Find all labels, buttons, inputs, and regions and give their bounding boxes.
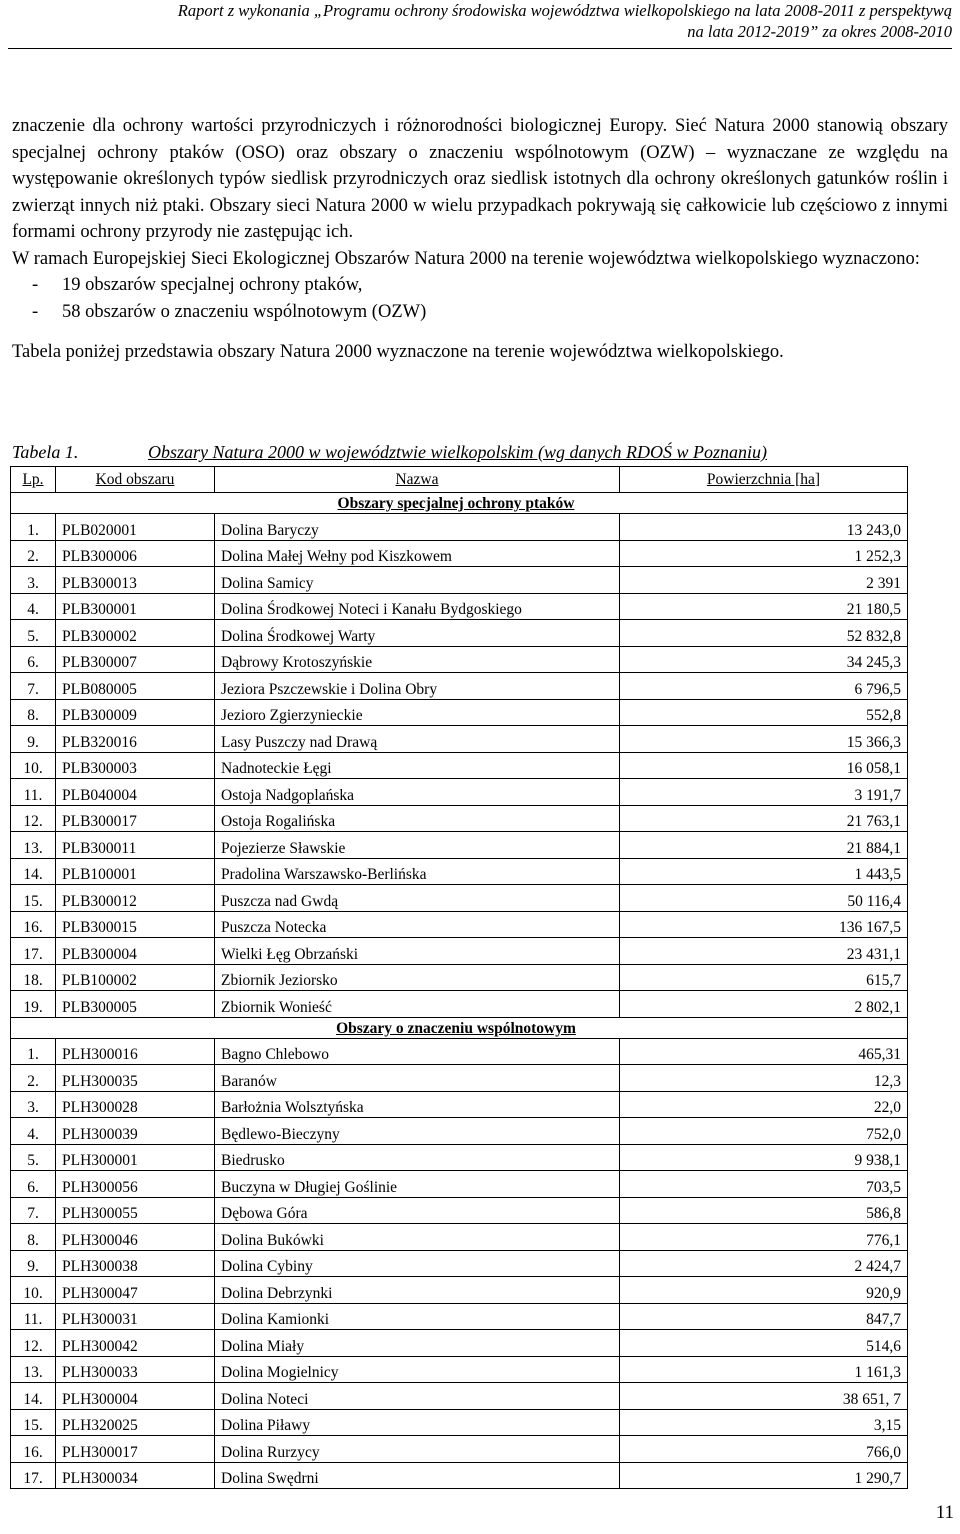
cell-area: 34 245,3 <box>620 646 908 673</box>
cell-lp: 8. <box>11 1224 56 1251</box>
cell-name: Dolina Bukówki <box>215 1224 620 1251</box>
cell-lp: 4. <box>11 593 56 620</box>
cell-lp: 6. <box>11 1171 56 1198</box>
cell-area: 13 243,0 <box>620 514 908 541</box>
cell-name: Dolina Miały <box>215 1330 620 1357</box>
cell-name: Dolina Małej Wełny pod Kiszkowem <box>215 540 620 567</box>
cell-area: 752,0 <box>620 1118 908 1145</box>
section-title: Obszary o znaczeniu wspólnotowym <box>11 1017 908 1038</box>
col-header-lp: Lp. <box>11 467 56 493</box>
cell-name: Dębowa Góra <box>215 1197 620 1224</box>
table-row <box>11 938 908 965</box>
cell-lp: 2. <box>11 540 56 567</box>
paragraph-natura-intro: znaczenie dla ochrony wartości przyrodniczych i różnorodności biologicznej Europy. Sieć Natura 2000 stanowią obszary specjalnej ochrony ptaków (OSO) oraz obszary o znaczeniu wspólnotowym (OZW) – wyznaczane ze względu na występowanie określonych typów siedlisk przyrodniczych oraz siedlisk istotnych dla ochrony określonych gatunków roślin i zwierząt innych niż ptaki. Obszary sieci Natura 2000 w wielu przypadkach pokrywają się całkowicie lub częściowo z innymi formami ochrony przyrody nie zastępując ich. <box>12 116 948 242</box>
cell-name: Dolina Środkowej Noteci i Kanału Bydgoskiego <box>215 593 620 620</box>
cell-lp: 9. <box>11 726 56 753</box>
paragraph-table-intro: Tabela poniżej przedstawia obszary Natura 2000 wyznaczone na terenie województwa wielkopolskiego. <box>12 342 784 362</box>
cell-area: 23 431,1 <box>620 938 908 965</box>
cell-lp: 5. <box>11 620 56 647</box>
cell-area: 1 252,3 <box>620 540 908 567</box>
cell-name: Pradolina Warszawsko-Berlińska <box>215 858 620 885</box>
cell-name: Dolina Piławy <box>215 1409 620 1436</box>
cell-area: 465,31 <box>620 1038 908 1065</box>
section-title: Obszary specjalnej ochrony ptaków <box>11 493 908 514</box>
table-header-row <box>11 467 908 493</box>
cell-area: 3,15 <box>620 1409 908 1436</box>
cell-code: PLH300047 <box>56 1277 215 1304</box>
cell-area: 16 058,1 <box>620 752 908 779</box>
table-row <box>11 832 908 859</box>
cell-code: PLH300033 <box>56 1356 215 1383</box>
table-row <box>11 1303 908 1330</box>
cell-area: 3 191,7 <box>620 779 908 806</box>
cell-code: PLH320025 <box>56 1409 215 1436</box>
cell-name: Dolina Rurzycy <box>215 1436 620 1463</box>
cell-area: 1 443,5 <box>620 858 908 885</box>
caption-title: Obszary Natura 2000 w województwie wielkopolskim (wg danych RDOŚ w Poznaniu) <box>148 442 767 462</box>
cell-code: PLB300013 <box>56 567 215 594</box>
cell-area: 847,7 <box>620 1303 908 1330</box>
cell-code: PLH300055 <box>56 1197 215 1224</box>
cell-code: PLB300017 <box>56 805 215 832</box>
cell-lp: 16. <box>11 1436 56 1463</box>
cell-lp: 17. <box>11 1462 56 1489</box>
cell-code: PLH300035 <box>56 1065 215 1092</box>
cell-code: PLB080005 <box>56 673 215 700</box>
table-row <box>11 646 908 673</box>
table-row <box>11 964 908 991</box>
cell-name: Ostoja Rogalińska <box>215 805 620 832</box>
spacer <box>12 325 948 339</box>
cell-area: 776,1 <box>620 1224 908 1251</box>
cell-code: PLB320016 <box>56 726 215 753</box>
cell-name: Dąbrowy Krotoszyńskie <box>215 646 620 673</box>
header-line-1: Raport z wykonania „Programu ochrony środowiska województwa wielkopolskiego na lata 2008-2011 z perspektywą <box>177 1 952 20</box>
table-row <box>11 1436 908 1463</box>
cell-code: PLH300028 <box>56 1091 215 1118</box>
table-body <box>11 493 908 1489</box>
cell-area: 2 391 <box>620 567 908 594</box>
cell-name: Puszcza Notecka <box>215 911 620 938</box>
cell-lp: 13. <box>11 1356 56 1383</box>
cell-name: Dolina Samicy <box>215 567 620 594</box>
cell-code: PLH300046 <box>56 1224 215 1251</box>
cell-area: 136 167,5 <box>620 911 908 938</box>
table-row <box>11 991 908 1018</box>
cell-lp: 2. <box>11 1065 56 1092</box>
bullet-dash: - <box>32 275 39 295</box>
cell-area: 2 802,1 <box>620 991 908 1018</box>
cell-code: PLB300009 <box>56 699 215 726</box>
cell-code: PLB300002 <box>56 620 215 647</box>
cell-lp: 9. <box>11 1250 56 1277</box>
caption-label: Tabela 1. <box>12 442 79 462</box>
running-header <box>12 0 952 42</box>
cell-code: PLH300017 <box>56 1436 215 1463</box>
cell-code: PLH300004 <box>56 1383 215 1410</box>
cell-area: 703,5 <box>620 1171 908 1198</box>
table-row <box>11 1118 908 1145</box>
cell-name: Dolina Baryczy <box>215 514 620 541</box>
designation-list <box>12 272 948 325</box>
cell-code: PLB040004 <box>56 779 215 806</box>
cell-name: Dolina Swędrni <box>215 1462 620 1489</box>
table-row <box>11 805 908 832</box>
cell-area: 1 161,3 <box>620 1356 908 1383</box>
cell-lp: 8. <box>11 699 56 726</box>
cell-lp: 18. <box>11 964 56 991</box>
cell-area: 21 763,1 <box>620 805 908 832</box>
table-row <box>11 567 908 594</box>
cell-lp: 15. <box>11 885 56 912</box>
cell-area: 21 180,5 <box>620 593 908 620</box>
cell-area: 6 796,5 <box>620 673 908 700</box>
cell-code: PLH300001 <box>56 1144 215 1171</box>
table-row <box>11 726 908 753</box>
cell-area: 1 290,7 <box>620 1462 908 1489</box>
cell-code: PLH300016 <box>56 1038 215 1065</box>
cell-lp: 12. <box>11 1330 56 1357</box>
cell-area: 552,8 <box>620 699 908 726</box>
cell-area: 21 884,1 <box>620 832 908 859</box>
cell-area: 22,0 <box>620 1091 908 1118</box>
table-row <box>11 885 908 912</box>
col-header-code: Kod obszaru <box>56 467 215 493</box>
page-number: 11 <box>935 1502 954 1523</box>
cell-lp: 3. <box>11 567 56 594</box>
cell-name: Dolina Mogielnicy <box>215 1356 620 1383</box>
cell-name: Dolina Kamionki <box>215 1303 620 1330</box>
table-row <box>11 1462 908 1489</box>
cell-area: 766,0 <box>620 1436 908 1463</box>
table-row <box>11 1330 908 1357</box>
cell-area: 2 424,7 <box>620 1250 908 1277</box>
cell-lp: 12. <box>11 805 56 832</box>
cell-lp: 19. <box>11 991 56 1018</box>
section-header-row <box>11 493 908 514</box>
list-item <box>32 299 948 326</box>
cell-code: PLB300007 <box>56 646 215 673</box>
cell-code: PLH300042 <box>56 1330 215 1357</box>
table-row <box>11 1250 908 1277</box>
table-caption <box>12 440 948 464</box>
cell-name: Lasy Puszczy nad Drawą <box>215 726 620 753</box>
cell-area: 9 938,1 <box>620 1144 908 1171</box>
table-row <box>11 1409 908 1436</box>
cell-code: PLH300038 <box>56 1250 215 1277</box>
cell-lp: 15. <box>11 1409 56 1436</box>
body-text <box>12 113 948 366</box>
cell-lp: 14. <box>11 858 56 885</box>
table-row <box>11 911 908 938</box>
cell-code: PLH300039 <box>56 1118 215 1145</box>
cell-lp: 11. <box>11 779 56 806</box>
table-row <box>11 620 908 647</box>
cell-area: 514,6 <box>620 1330 908 1357</box>
table-row <box>11 1383 908 1410</box>
cell-code: PLB300003 <box>56 752 215 779</box>
table-row <box>11 514 908 541</box>
cell-lp: 11. <box>11 1303 56 1330</box>
table-row <box>11 752 908 779</box>
table-row <box>11 1171 908 1198</box>
cell-name: Dolina Środkowej Warty <box>215 620 620 647</box>
cell-code: PLH300031 <box>56 1303 215 1330</box>
table-row <box>11 699 908 726</box>
table-row <box>11 1065 908 1092</box>
cell-area: 12,3 <box>620 1065 908 1092</box>
section-header-row <box>11 1017 908 1038</box>
cell-name: Barłożnia Wolsztyńska <box>215 1091 620 1118</box>
cell-name: Zbiornik Wonieść <box>215 991 620 1018</box>
list-item-text: 58 obszarów o znaczeniu wspólnotowym (OZW) <box>62 301 427 322</box>
natura-2000-table <box>10 466 908 1489</box>
cell-name: Buczyna w Długiej Goślinie <box>215 1171 620 1198</box>
cell-code: PLB300011 <box>56 832 215 859</box>
cell-area: 38 651, 7 <box>620 1383 908 1410</box>
cell-lp: 10. <box>11 1277 56 1304</box>
table-row <box>11 1144 908 1171</box>
col-header-name: Nazwa <box>215 467 620 493</box>
cell-code: PLB300012 <box>56 885 215 912</box>
cell-name: Dolina Debrzynki <box>215 1277 620 1304</box>
cell-name: Puszcza nad Gwdą <box>215 885 620 912</box>
cell-code: PLH300034 <box>56 1462 215 1489</box>
cell-area: 586,8 <box>620 1197 908 1224</box>
col-header-area: Powierzchnia [ha] <box>620 467 908 493</box>
cell-lp: 17. <box>11 938 56 965</box>
table-row <box>11 779 908 806</box>
list-item <box>32 272 948 299</box>
cell-lp: 14. <box>11 1383 56 1410</box>
cell-code: PLB100001 <box>56 858 215 885</box>
header-divider <box>8 48 952 49</box>
cell-code: PLB300005 <box>56 991 215 1018</box>
cell-lp: 16. <box>11 911 56 938</box>
cell-lp: 4. <box>11 1118 56 1145</box>
cell-code: PLB020001 <box>56 514 215 541</box>
cell-name: Dolina Cybiny <box>215 1250 620 1277</box>
cell-name: Baranów <box>215 1065 620 1092</box>
table-row <box>11 1197 908 1224</box>
cell-area: 15 366,3 <box>620 726 908 753</box>
cell-name: Biedrusko <box>215 1144 620 1171</box>
cell-lp: 3. <box>11 1091 56 1118</box>
cell-lp: 1. <box>11 514 56 541</box>
cell-lp: 7. <box>11 1197 56 1224</box>
table-row <box>11 673 908 700</box>
cell-name: Jeziora Pszczewskie i Dolina Obry <box>215 673 620 700</box>
table-row <box>11 1356 908 1383</box>
cell-lp: 6. <box>11 646 56 673</box>
table-row <box>11 858 908 885</box>
cell-name: Ostoja Nadgoplańska <box>215 779 620 806</box>
cell-name: Będlewo-Bieczyny <box>215 1118 620 1145</box>
cell-code: PLB300004 <box>56 938 215 965</box>
cell-area: 920,9 <box>620 1277 908 1304</box>
bullet-dash: - <box>32 301 39 322</box>
table-row <box>11 540 908 567</box>
cell-code: PLB100002 <box>56 964 215 991</box>
table-row <box>11 1277 908 1304</box>
cell-area: 615,7 <box>620 964 908 991</box>
cell-name: Jezioro Zgierzynieckie <box>215 699 620 726</box>
cell-code: PLB300001 <box>56 593 215 620</box>
cell-name: Bagno Chlebowo <box>215 1038 620 1065</box>
cell-name: Pojezierze Sławskie <box>215 832 620 859</box>
header-line-2: na lata 2012-2019” za okres 2008-2010 <box>687 22 952 41</box>
cell-lp: 5. <box>11 1144 56 1171</box>
cell-code: PLH300056 <box>56 1171 215 1198</box>
cell-code: PLB300006 <box>56 540 215 567</box>
cell-lp: 7. <box>11 673 56 700</box>
cell-area: 52 832,8 <box>620 620 908 647</box>
cell-lp: 1. <box>11 1038 56 1065</box>
paragraph-designated: W ramach Europejskiej Sieci Ekologicznej Obszarów Natura 2000 na terenie województwa wielkopolskiego wyznaczono: <box>12 248 920 269</box>
cell-code: PLB300015 <box>56 911 215 938</box>
list-item-text: 19 obszarów specjalnej ochrony ptaków, <box>62 275 363 295</box>
cell-name: Zbiornik Jeziorsko <box>215 964 620 991</box>
cell-area: 50 116,4 <box>620 885 908 912</box>
cell-name: Dolina Noteci <box>215 1383 620 1410</box>
table-row <box>11 1038 908 1065</box>
cell-name: Nadnoteckie Łęgi <box>215 752 620 779</box>
table-row <box>11 1091 908 1118</box>
cell-lp: 13. <box>11 832 56 859</box>
table-row <box>11 1224 908 1251</box>
table-row <box>11 593 908 620</box>
cell-name: Wielki Łęg Obrzański <box>215 938 620 965</box>
cell-lp: 10. <box>11 752 56 779</box>
